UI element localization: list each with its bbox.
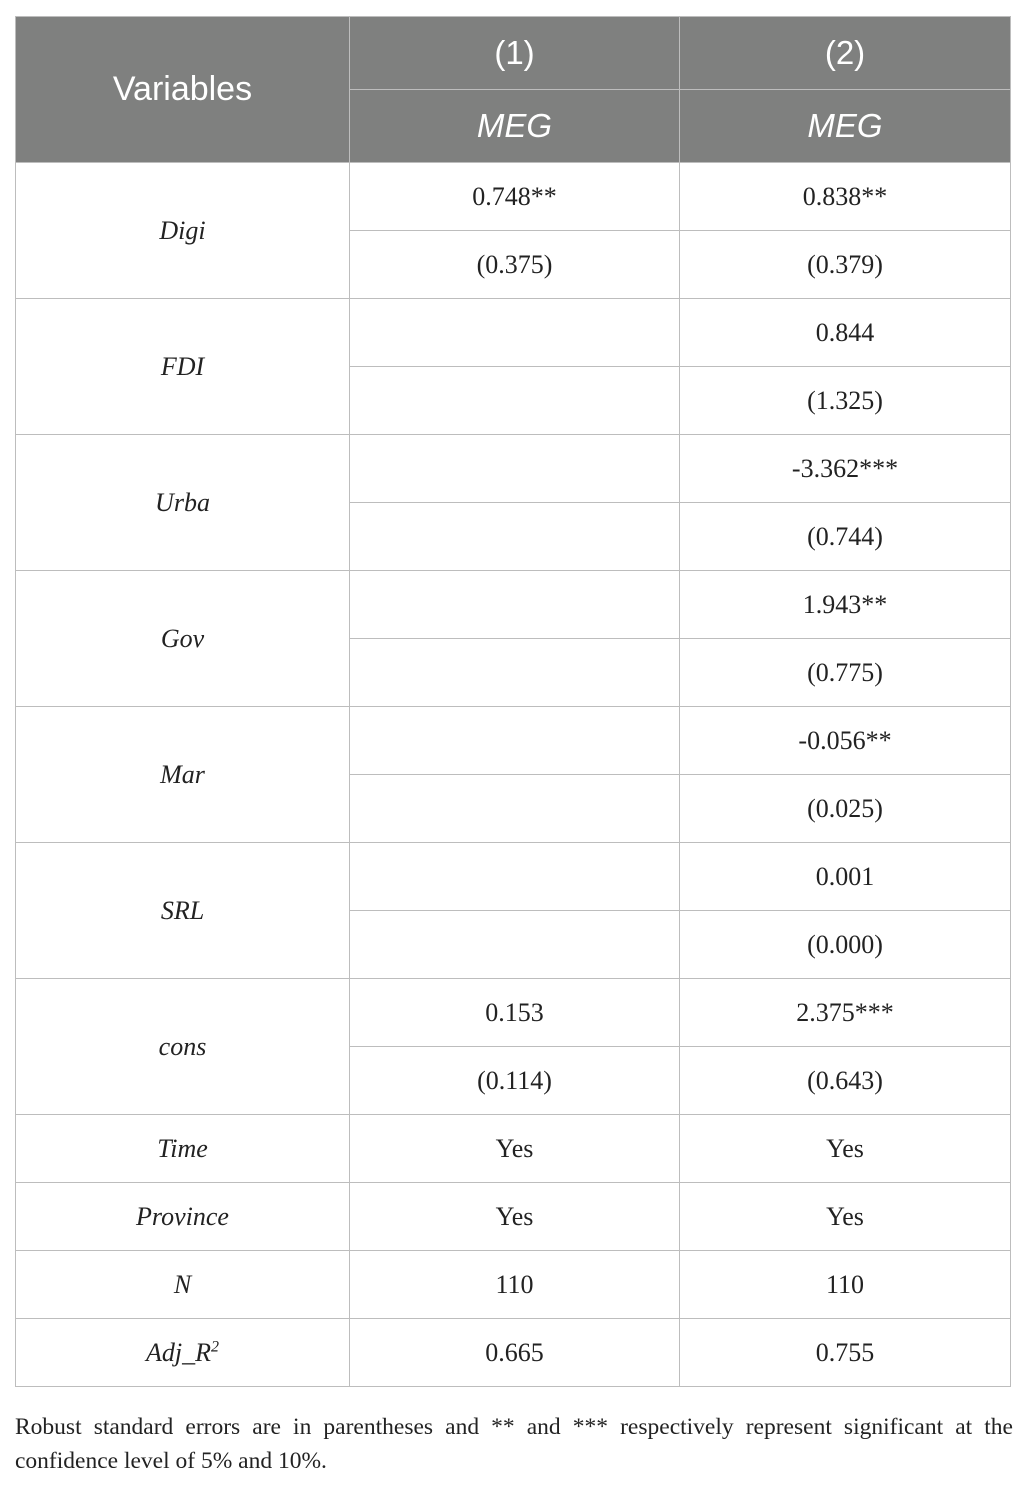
stat-cell: Yes xyxy=(350,1183,680,1251)
table-row-province-fixed-effects xyxy=(16,1183,1011,1251)
standard-error-cell: (0.025) xyxy=(680,775,1011,843)
table-row xyxy=(16,299,1011,367)
standard-error-cell: (0.114) xyxy=(350,1047,680,1115)
adj-r2-name: Adj_R xyxy=(146,1337,211,1367)
stat-cell: 110 xyxy=(350,1251,680,1319)
coefficient-cell: 0.838** xyxy=(680,163,1011,231)
variable-name: Mar xyxy=(16,707,350,843)
standard-error-cell xyxy=(350,775,680,843)
standard-error-cell xyxy=(350,911,680,979)
table-row-adjusted-r-squared xyxy=(16,1319,1011,1387)
coefficient-cell: -0.056** xyxy=(680,707,1011,775)
variable-name: FDI xyxy=(16,299,350,435)
table-row xyxy=(16,843,1011,911)
coefficient-cell: 2.375*** xyxy=(680,979,1011,1047)
regression-table-container xyxy=(15,16,1010,1387)
stat-cell: Yes xyxy=(680,1183,1011,1251)
col2-number-header: (2) xyxy=(680,17,1011,90)
coefficient-cell xyxy=(350,299,680,367)
regression-table xyxy=(15,16,1011,1387)
col1-number-header: (1) xyxy=(350,17,680,90)
coefficient-cell: 0.748** xyxy=(350,163,680,231)
table-footnote: Robust standard errors are in parentheses and ** and *** respectively represent significant at the confidence level of 5% and 10%. xyxy=(15,1414,1013,1474)
standard-error-cell: (0.000) xyxy=(680,911,1011,979)
table-header xyxy=(16,17,1011,163)
stat-cell: 0.665 xyxy=(350,1319,680,1387)
variable-name: Digi xyxy=(16,163,350,299)
col1-dependent-variable: MEG xyxy=(350,90,680,163)
stat-cell: Yes xyxy=(680,1115,1011,1183)
variable-name: Urba xyxy=(16,435,350,571)
stat-cell: 110 xyxy=(680,1251,1011,1319)
standard-error-cell: (0.744) xyxy=(680,503,1011,571)
variable-name: Time xyxy=(16,1115,350,1183)
variables-header: Variables xyxy=(16,17,350,163)
stat-cell: Yes xyxy=(350,1115,680,1183)
table-row xyxy=(16,163,1011,231)
standard-error-cell xyxy=(350,367,680,435)
header-row-1 xyxy=(16,17,1011,90)
variable-name: cons xyxy=(16,979,350,1115)
stat-cell: 0.755 xyxy=(680,1319,1011,1387)
standard-error-cell: (0.375) xyxy=(350,231,680,299)
table-row xyxy=(16,435,1011,503)
coefficient-cell xyxy=(350,571,680,639)
standard-error-cell xyxy=(350,639,680,707)
coefficient-cell xyxy=(350,707,680,775)
variable-name: Province xyxy=(16,1183,350,1251)
adj-r2-superscript: 2 xyxy=(211,1337,219,1355)
coefficient-cell: 0.153 xyxy=(350,979,680,1047)
coefficient-cell: 0.844 xyxy=(680,299,1011,367)
standard-error-cell: (0.379) xyxy=(680,231,1011,299)
coefficient-cell xyxy=(350,843,680,911)
standard-error-cell xyxy=(350,503,680,571)
coefficient-cell xyxy=(350,435,680,503)
table-row xyxy=(16,707,1011,775)
coefficient-cell: -3.362*** xyxy=(680,435,1011,503)
variable-name: N xyxy=(16,1251,350,1319)
variable-name: Gov xyxy=(16,571,350,707)
table-body xyxy=(16,163,1011,1387)
variable-name: SRL xyxy=(16,843,350,979)
col2-dependent-variable: MEG xyxy=(680,90,1011,163)
adj-r2-label xyxy=(16,1319,350,1387)
standard-error-cell: (1.325) xyxy=(680,367,1011,435)
table-row-observations xyxy=(16,1251,1011,1319)
table-row xyxy=(16,571,1011,639)
standard-error-cell: (0.775) xyxy=(680,639,1011,707)
coefficient-cell: 0.001 xyxy=(680,843,1011,911)
standard-error-cell: (0.643) xyxy=(680,1047,1011,1115)
table-row xyxy=(16,979,1011,1047)
table-row-time-fixed-effects xyxy=(16,1115,1011,1183)
coefficient-cell: 1.943** xyxy=(680,571,1011,639)
